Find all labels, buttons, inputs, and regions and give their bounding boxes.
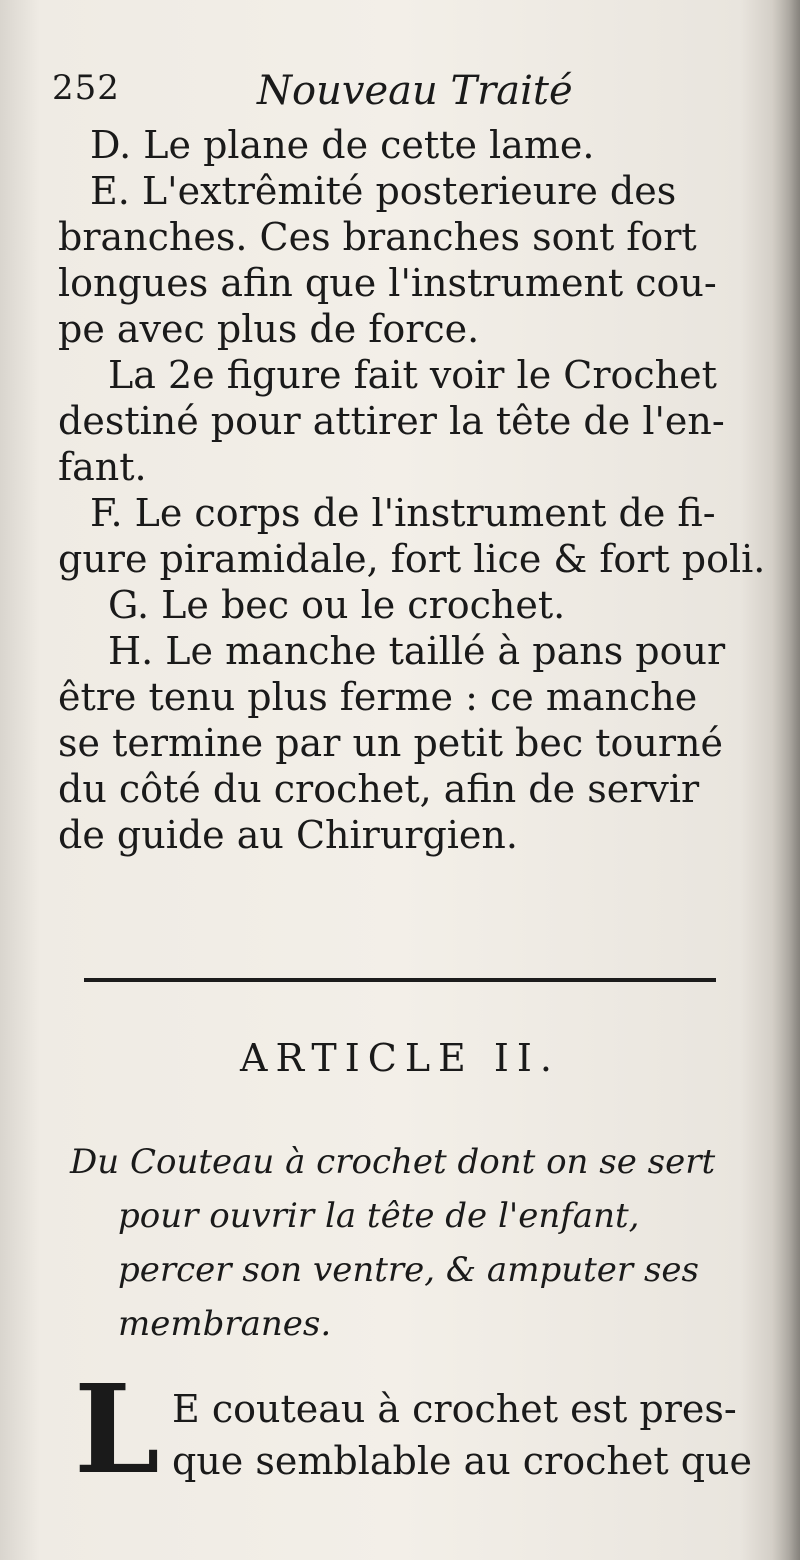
article-subtitle [70, 1135, 730, 1351]
text-line: être tenu plus ferme : ce manche [58, 675, 698, 719]
text-line: se termine par un petit bec tourné [58, 721, 723, 765]
article-title: ARTICLE II. [240, 1036, 560, 1080]
body-text [58, 122, 766, 858]
text-line: gure piramidale, fort lice & fort poli. [58, 537, 766, 581]
text-line: que semblable au crochet que [172, 1439, 752, 1483]
text-line: F. Le corps de l'instrument de fi- [90, 491, 716, 535]
subtitle-line: membranes. [118, 1304, 332, 1344]
text-line: E. L'extrêmité posterieure des [90, 169, 677, 213]
article-heading [0, 1036, 800, 1080]
subtitle-line: Du Couteau à crochet dont on se sert [70, 1142, 716, 1182]
text-line: longues afin que l'instrument cou- [58, 261, 717, 305]
text-line: H. Le manche taillé à pans pour [108, 629, 726, 673]
text-line: branches. Ces branches sont fort [58, 215, 697, 259]
subtitle-line: percer son ventre, & amputer ses [118, 1250, 699, 1290]
page-number: 252 [52, 68, 120, 108]
subtitle-line: pour ouvrir la tête de l'enfant, [118, 1196, 640, 1236]
spine-shadow [772, 0, 800, 1560]
text-line: pe avec plus de force. [58, 307, 480, 351]
text-line: D. Le plane de cette lame. [90, 123, 595, 167]
text-line: de guide au Chirurgien. [58, 813, 518, 857]
page-header [52, 68, 732, 118]
text-line: destiné pour attirer la tête de l'en- [58, 399, 725, 443]
text-line: G. Le bec ou le crochet. [108, 583, 566, 627]
text-line: La 2e figure fait voir le Crochet [108, 353, 717, 397]
text-line: E couteau à crochet est pres- [172, 1387, 737, 1431]
section-rule [84, 978, 716, 982]
text-line: fant. [58, 445, 147, 489]
text-line: du côté du crochet, afin de servir [58, 767, 700, 811]
running-title: Nouveau Traité [257, 68, 573, 114]
drop-capital: L [74, 1357, 160, 1501]
